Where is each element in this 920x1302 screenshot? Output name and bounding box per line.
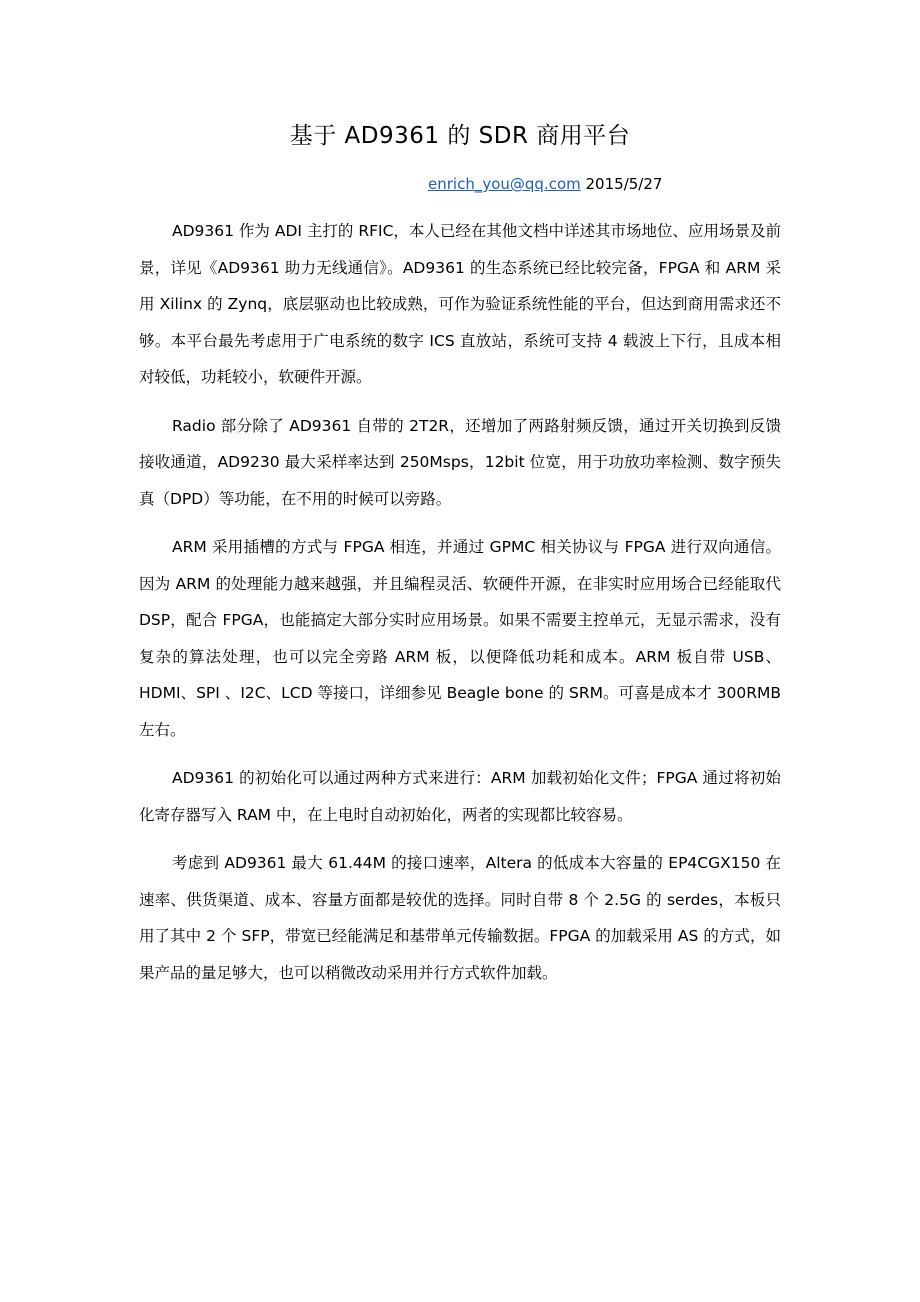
- author-email-link[interactable]: enrich_you@qq.com: [428, 175, 581, 193]
- document-title: 基于 AD9361 的 SDR 商用平台: [289, 123, 631, 149]
- paragraph-initialization: AD9361 的初始化可以通过两种方式来进行：ARM 加载初始化文件；FPGA 通过将初始化寄存器写入 RAM 中，在上电时自动初始化，两者的实现都比较容易。: [139, 769, 781, 824]
- document-body: [139, 213, 781, 1003]
- paragraph-fpga: 考虑到 AD9361 最大 61.44M 的接口速率，Altera 的低成本大容量的 EP4CGX150 在速率、供货渠道、成本、容量方面都是较优的选择。同时自带 8 个 2.5G 的 serdes，本板只用了其中 2 个 SFP，带宽已经能满足和基带单元传输数据。FPGA 的加载采用 AS 的方式，如果产品的量足够大，也可以稍微改动采用并行方式软件加载。: [139, 854, 781, 982]
- publish-date: 2015/5/27: [585, 175, 663, 193]
- author-byline: [428, 172, 662, 196]
- paragraph-arm: ARM 采用插槽的方式与 FPGA 相连，并通过 GPMC 相关协议与 FPGA 进行双向通信。因为 ARM 的处理能力越来越强，并且编程灵活、软硬件开源，在非实时应用场合已经能取代 DSP，配合 FPGA，也能搞定大部分实时应用场景。如果不需要主控单元，无显示需求，没有复杂的算法处理，也可以完全旁路 ARM 板，以便降低功耗和成本。ARM 板自带 USB、HDMI、SPI 、I2C、LCD 等接口，详细参见 Beagle bone 的 SRM。可喜是成本才 300RMB 左右。: [139, 538, 781, 739]
- paragraph-radio: Radio 部分除了 AD9361 自带的 2T2R，还增加了两路射频反馈，通过开关切换到反馈接收通道，AD9230 最大采样率达到 250Msps，12bit 位宽，用于功放功率检测、数字预失真（DPD）等功能，在不用的时候可以旁路。: [139, 416, 781, 508]
- paragraph-intro: AD9361 作为 ADI 主打的 RFIC，本人已经在其他文档中详述其市场地位、应用场景及前景，详见《AD9361 助力无线通信》。AD9361 的生态系统已经比较完备，FPGA 和 ARM 采用 Xilinx 的 Zynq，底层驱动也比较成熟，可作为验证系统性能的平台，但达到商用需求还不够。本平台最先考虑用于广电系统的数字 ICS 直放站，系统可支持 4 载波上下行，且成本相对较低，功耗较小，软硬件开源。: [139, 222, 781, 386]
